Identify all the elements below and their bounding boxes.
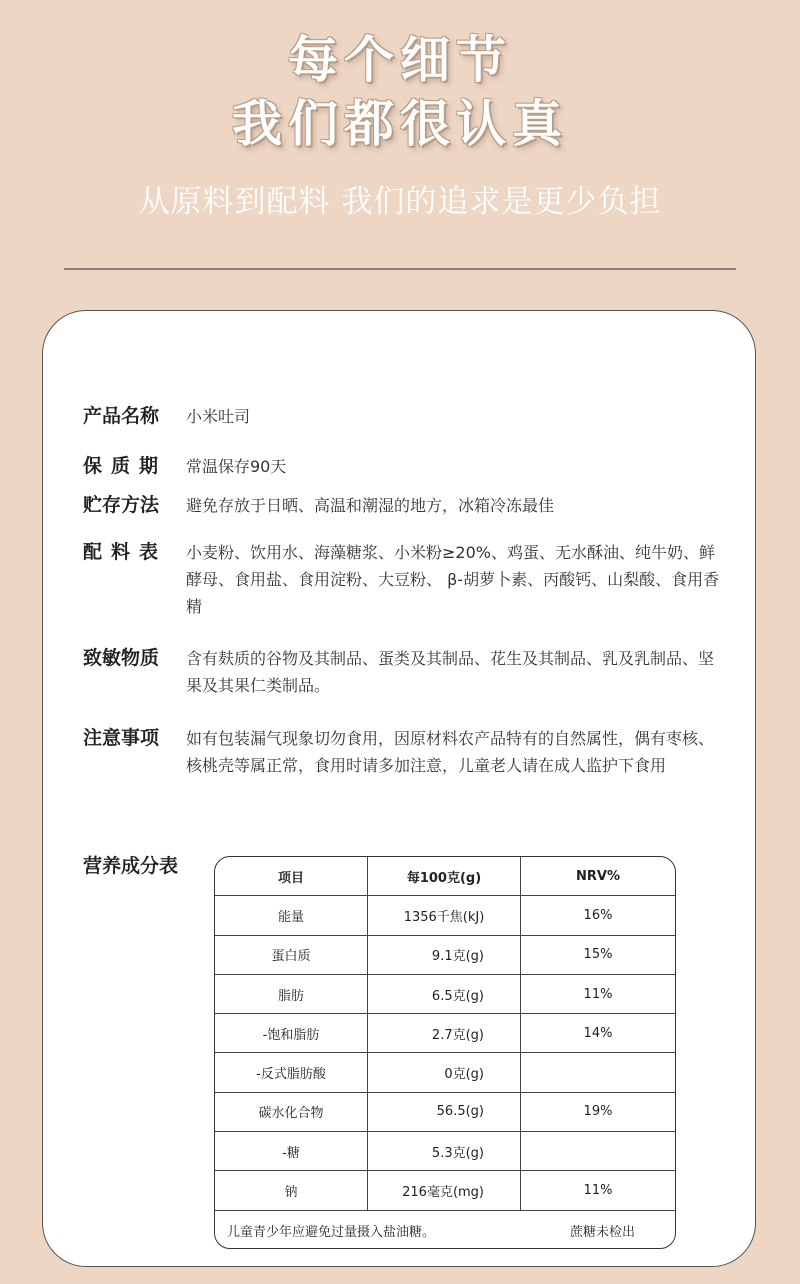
product-info-card (42, 310, 756, 1267)
header-cell: 每100克(g) (368, 857, 521, 895)
nrv-cell (521, 1053, 675, 1091)
table-footer (215, 1211, 675, 1249)
info-value: 避免存放于日晒、高温和潮湿的地方，冰箱冷冻最佳 (186, 496, 555, 515)
header-cell: 项目 (215, 857, 368, 895)
nrv-cell (521, 1132, 675, 1170)
amount-cell: 5.3克(g) (368, 1132, 521, 1170)
table-row (215, 1093, 675, 1132)
headline-line-1: 每个细节 (288, 31, 512, 89)
divider (64, 268, 736, 270)
amount-cell: 1356千焦(kJ) (368, 896, 521, 934)
footer-note-right: 蔗糖未检出 (569, 1224, 635, 1240)
item-cell: 碳水化合物 (215, 1093, 368, 1131)
nrv-cell: 16% (583, 907, 613, 923)
nrv-cell: 11% (583, 1183, 613, 1199)
table-row (215, 975, 675, 1014)
table-row (215, 896, 675, 935)
header-cell: NRV% (576, 868, 620, 884)
item-cell: 蛋白质 (215, 936, 368, 974)
amount-cell: 216毫克(mg) (368, 1171, 521, 1209)
nrv-cell: 19% (583, 1104, 613, 1120)
info-value: 如有包装漏气现象切勿食用，因原材料农产品特有的自然属性，偶有枣核、核桃壳等属正常，食用时请多加注意，儿童老人请在成人监护下食用 (186, 729, 715, 775)
info-value: 小米吐司 (186, 407, 251, 426)
table-row (215, 1171, 675, 1210)
amount-cell: 9.1克(g) (368, 936, 521, 974)
amount-cell: 6.5克(g) (368, 975, 521, 1013)
amount-cell: 2.7克(g) (368, 1014, 521, 1052)
nrv-cell: 11% (583, 986, 613, 1002)
item-cell: -反式脂肪酸 (215, 1053, 368, 1091)
info-label: 配料表 (83, 541, 168, 563)
nrv-cell: 15% (583, 947, 613, 963)
table-row (215, 936, 675, 975)
info-label: 产品名称 (83, 405, 160, 427)
nutrition-title: 营养成分表 (83, 855, 179, 877)
item-cell: 脂肪 (215, 975, 368, 1013)
headline-line-2: 我们都很认真 (232, 95, 568, 153)
footer-note-left: 儿童青少年应避免过量摄入盐油糖。 (227, 1224, 436, 1240)
item-cell: -糖 (215, 1132, 368, 1170)
table-row (215, 1132, 675, 1171)
item-cell: 能量 (215, 896, 368, 934)
info-value: 小麦粉、饮用水、海藻糖浆、小米粉≥20%、鸡蛋、无水酥油、纯牛奶、鲜酵母、食用盐、食用淀粉、大豆粉、 β-胡萝卜素、丙酸钙、山梨酸、食用香精 (186, 543, 720, 616)
subtitle: 从原料到配料 我们的追求是更少负担 (138, 184, 662, 220)
table-row (215, 1053, 675, 1092)
nrv-cell: 14% (583, 1025, 613, 1041)
amount-cell: 0克(g) (368, 1053, 521, 1091)
item-cell: 钠 (215, 1171, 368, 1209)
info-label: 保质期 (83, 455, 168, 477)
info-value: 含有麸质的谷物及其制品、蛋类及其制品、花生及其制品、乳及乳制品、坚果及其果仁类制品。 (186, 649, 715, 695)
info-value: 常温保存90天 (186, 457, 287, 476)
amount-cell: 56.5(g) (368, 1093, 521, 1131)
info-label: 贮存方法 (83, 494, 160, 516)
table-row (215, 1014, 675, 1053)
item-cell: -饱和脂肪 (215, 1014, 368, 1052)
info-label: 致敏物质 (83, 647, 160, 669)
table-header-row (215, 857, 675, 896)
info-label: 注意事项 (83, 727, 160, 749)
nutrition-table (214, 856, 676, 1249)
